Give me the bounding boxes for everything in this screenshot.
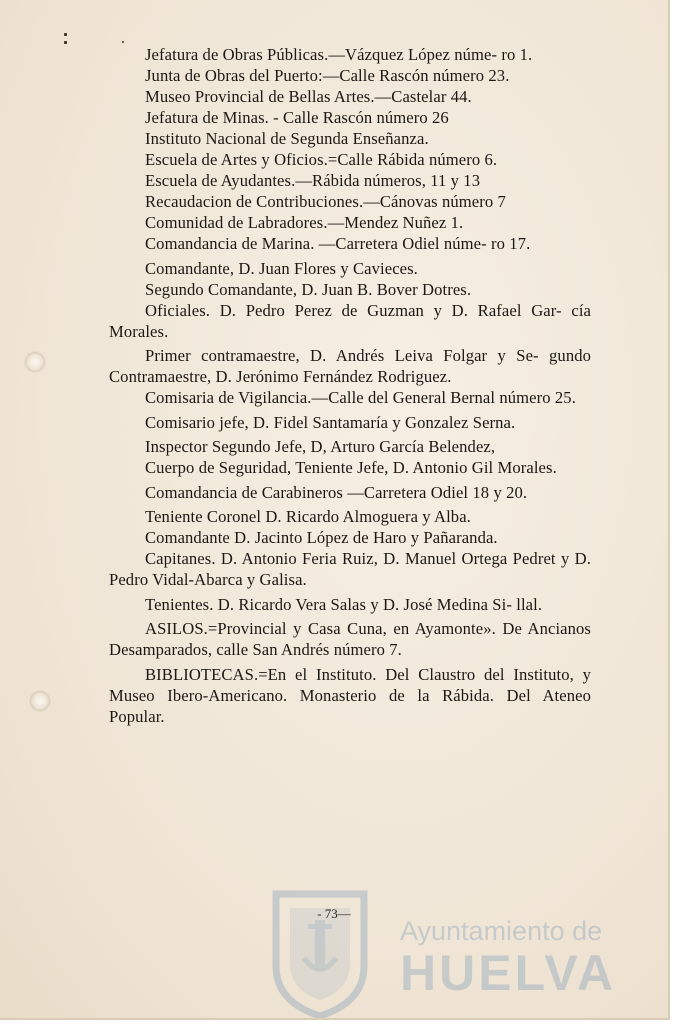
text-line: número 25.: [499, 388, 576, 407]
text-line: Serna.: [472, 412, 516, 432]
text-line: ASILOS.=Provincial y Casa Cuna, en Ayamonte». De: [145, 619, 522, 638]
text-line: ro 17.: [491, 234, 531, 253]
directory-entry: [109, 618, 591, 660]
directory-entry: [109, 412, 591, 433]
directory-text: [109, 44, 591, 727]
ink-speck: [64, 33, 67, 36]
text-line: Tenientes. D. Ricardo Vera Salas y D. José Medina Si-: [145, 594, 512, 614]
ayuntamiento-huelva-watermark: [268, 880, 617, 1020]
text-line: Comandante, D. Juan Flores y Cavieces.: [145, 258, 418, 278]
text-line: Cuerpo de Seguridad, Teniente Jefe, D. Antonio Gil: [145, 458, 494, 477]
directory-entry: [109, 527, 591, 548]
text-line: Escuela de Ayudantes.—Rábida números, 11 y 13: [145, 171, 481, 190]
watermark-line-1: Ayuntamiento de: [400, 916, 603, 946]
directory-entry: [109, 594, 591, 615]
page-number: - 73—: [317, 906, 351, 921]
text-line: Ancianos Desamparados, calle San Andrés número 7.: [109, 619, 591, 659]
directory-entry: [109, 345, 591, 387]
text-line: Instituto, y Museo Ibero-Americano. Monasterio de la: [109, 664, 591, 705]
text-line: Comunidad de Labradores.—Mendez Nuñez 1.: [145, 213, 464, 232]
coat-of-arms-icon: [268, 880, 372, 1020]
text-line: Morales.: [497, 458, 557, 477]
directory-entry: [109, 44, 591, 65]
text-line: Museo Provincial de Bellas Artes.—Castelar 44.: [145, 87, 472, 106]
text-line: Inspector Segundo Jefe, D, Arturo García Belendez,: [145, 437, 496, 456]
text-line: Comandante D. Jacinto López de Haro y Pañaranda.: [145, 528, 498, 547]
text-line: Junta de Obras del Puerto:—Calle Rascón número 23.: [145, 66, 510, 85]
text-line: Primer contramaestre, D. Andrés Leiva Folgar y Se-: [145, 346, 539, 365]
directory-entry: [109, 482, 591, 503]
directory-entry: [109, 457, 591, 478]
directory-entry: [109, 279, 591, 300]
directory-entry: [109, 170, 591, 191]
directory-entry: [109, 86, 591, 107]
text-line: Jefatura de Minas. - Calle Rascón número 26: [145, 108, 449, 127]
ink-speck: [64, 41, 67, 44]
binding-hole-bottom: [31, 692, 49, 710]
text-line: Oficiales. D. Pedro Perez de Guzman y D. Rafael Gar-: [145, 300, 562, 320]
text-line: Teniente Coronel D. Ricardo Almoguera y Alba.: [145, 507, 471, 526]
text-line: Recaudacion de Contribuciones.—Cánovas número 7: [145, 192, 506, 211]
text-line: ro 1.: [501, 45, 533, 64]
text-line: Comisaria de Vigilancia.—Calle del General Bernal: [145, 388, 496, 407]
text-line: gundo Contramaestre, D. Jerónimo Fernández Rodriguez.: [109, 346, 592, 386]
directory-entry: [109, 387, 591, 408]
binding-hole-top: [26, 353, 44, 371]
text-line: Escuela de Artes y Oficios.=Calle Rábida número 6.: [145, 150, 498, 169]
directory-entry: [109, 149, 591, 170]
directory-entry: [109, 258, 591, 279]
directory-entry: [109, 191, 591, 212]
directory-entry: [109, 436, 591, 457]
directory-entry: [109, 548, 591, 590]
text-line: Jefatura de Obras Públicas.—Vázquez López núme-: [145, 45, 498, 64]
text-line: y 20.: [493, 482, 528, 502]
text-line: Comandancia de Carabineros —Carretera Odiel 18: [145, 482, 490, 502]
text-line: Pedret y D. Pedro Vidal-Abarca y Galisa.: [109, 549, 592, 589]
text-line: Segundo Comandante, D. Juan B. Bover Dotres.: [145, 279, 472, 299]
directory-entry: [109, 65, 591, 86]
directory-entry: [109, 664, 591, 727]
watermark-line-2: HUELVA: [400, 945, 617, 1001]
directory-entry: [109, 300, 591, 342]
directory-entry: [109, 212, 591, 233]
ink-speck: [122, 41, 124, 43]
text-line: Capitanes. D. Antonio Feria Ruiz, D. Manuel Ortega: [145, 549, 508, 568]
text-line: Instituto Nacional de Segunda Enseñanza.: [145, 129, 429, 148]
directory-entry: [109, 233, 591, 254]
text-line: BIBLIOTECAS.=En el Instituto. Del Claustro del: [145, 664, 505, 684]
directory-entry: [109, 506, 591, 527]
text-line: Comandancia de Marina. —Carretera Odiel núme-: [145, 234, 487, 253]
text-line: Comisario jefe, D. Fidel Santamaría y Gonzalez: [145, 412, 469, 432]
text-line: Rábida. Del Ateneo Popular.: [109, 685, 591, 726]
directory-entry: [109, 107, 591, 128]
text-line: llal.: [516, 594, 543, 614]
directory-entry: [109, 128, 591, 149]
text-line: cía Morales.: [109, 300, 591, 341]
